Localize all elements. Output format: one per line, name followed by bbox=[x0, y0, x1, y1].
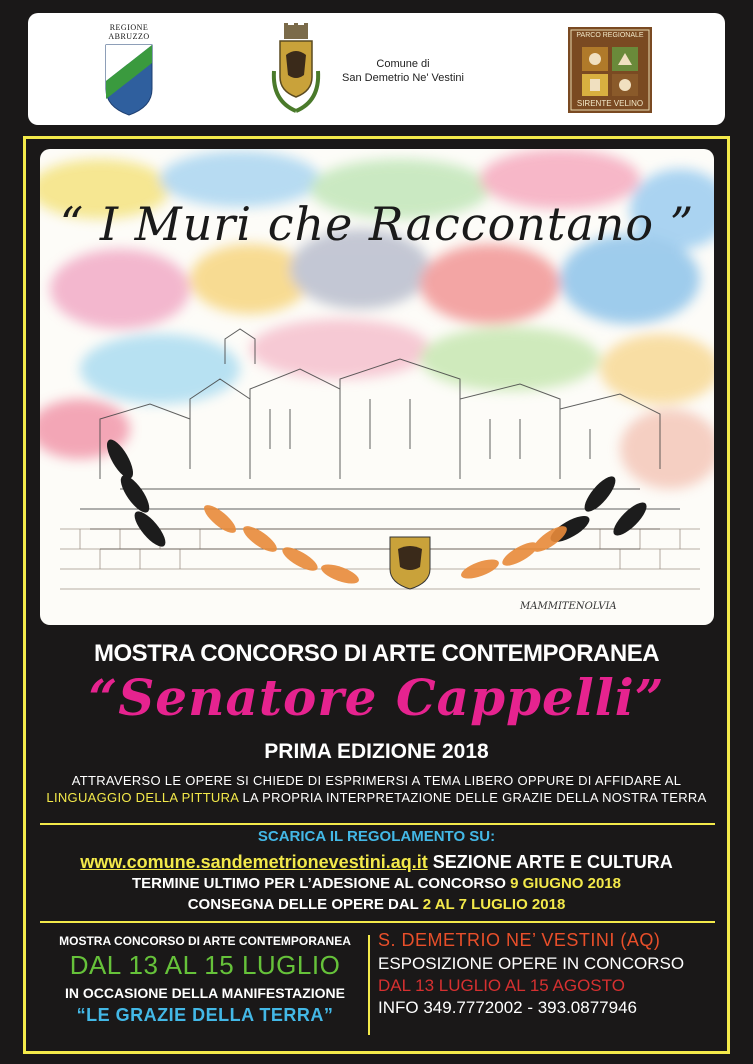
parco-label-top: PARCO REGIONALE bbox=[576, 32, 644, 39]
event-heading: MOSTRA CONCORSO DI ARTE CONTEMPORANEA bbox=[93, 640, 660, 667]
watercolor-painting bbox=[40, 149, 714, 625]
painting-coat-of-arms-icon bbox=[390, 537, 430, 589]
regione-abruzzo-label: REGIONE ABRUZZO bbox=[108, 23, 150, 41]
comune-line1: Comune di bbox=[376, 58, 430, 70]
comune-label bbox=[328, 57, 478, 85]
painting-title: “ I Muri che Raccontano ” bbox=[59, 197, 695, 251]
parco-label-bottom: SIRENTE VELINO bbox=[576, 99, 644, 108]
deadline-label: TERMINE ULTIMO PER L’ADESIONE AL CONCORSO bbox=[132, 875, 511, 892]
divider-top bbox=[40, 823, 715, 825]
left-dates: DAL 13 AL 15 LUGLIO bbox=[69, 950, 341, 980]
left-festival: “LE GRAZIE DELLA TERRA” bbox=[76, 1005, 334, 1025]
desc-part1: ATTRAVERSO LE OPERE SI CHIEDE DI ESPRIMERSI A TEMA LIBERO OPPURE DI AFFIDARE AL bbox=[71, 773, 682, 788]
deadline-line bbox=[30, 875, 723, 892]
comune-line2: San Demetrio Ne' Vestini bbox=[342, 72, 464, 84]
right-dates: DAL 13 LUGLIO AL 15 AGOSTO bbox=[378, 976, 625, 995]
left-heading: MOSTRA CONCORSO DI ARTE CONTEMPORANEA bbox=[59, 934, 351, 948]
delivery-line bbox=[30, 896, 723, 913]
left-info-column bbox=[40, 933, 370, 1026]
regolamento-title: SCARICA IL REGOLAMENTO SU: bbox=[257, 828, 496, 845]
delivery-value: 2 AL 7 LUGLIO 2018 bbox=[422, 896, 566, 913]
delivery-label: CONSEGNA DELLE OPERE DAL bbox=[187, 896, 423, 913]
event-description bbox=[30, 772, 723, 806]
column-divider bbox=[368, 935, 370, 1035]
comune-coat-of-arms-icon bbox=[268, 21, 324, 117]
section-label: SEZIONE ARTE E CULTURA bbox=[427, 852, 673, 872]
parco-sirente-velino-logo bbox=[568, 27, 652, 113]
event-edition: PRIMA EDIZIONE 2018 bbox=[264, 740, 489, 763]
regolamento-line bbox=[30, 852, 723, 873]
desc-highlight: LINGUAGGIO DELLA PITTURA bbox=[46, 790, 239, 805]
right-exhibit: ESPOSIZIONE OPERE IN CONCORSO bbox=[378, 954, 685, 973]
left-occasion: IN OCCASIONE DELLA MANIFESTAZIONE bbox=[65, 985, 345, 1001]
right-info-column bbox=[378, 930, 718, 1018]
desc-part2: LA PROPRIA INTERPRETAZIONE DELLE GRAZIE DELLA NOSTRA TERRA bbox=[238, 790, 707, 805]
website-link[interactable]: www.comune.sandemetrionevestini.aq.it bbox=[80, 852, 428, 872]
deadline-value: 9 GIUGNO 2018 bbox=[510, 875, 621, 892]
artist-signature: MAMMITENOLVIA bbox=[520, 601, 617, 612]
logo-header-band bbox=[28, 13, 725, 125]
event-name: “Senatore Cappelli” bbox=[88, 668, 665, 727]
right-info-phone: INFO 349.7772002 - 393.0877946 bbox=[378, 998, 637, 1017]
divider-bottom bbox=[40, 921, 715, 923]
regione-shield-icon bbox=[98, 41, 160, 117]
right-place: S. DEMETRIO NE’ VESTINI (AQ) bbox=[378, 930, 661, 950]
regione-abruzzo-logo bbox=[98, 23, 160, 121]
